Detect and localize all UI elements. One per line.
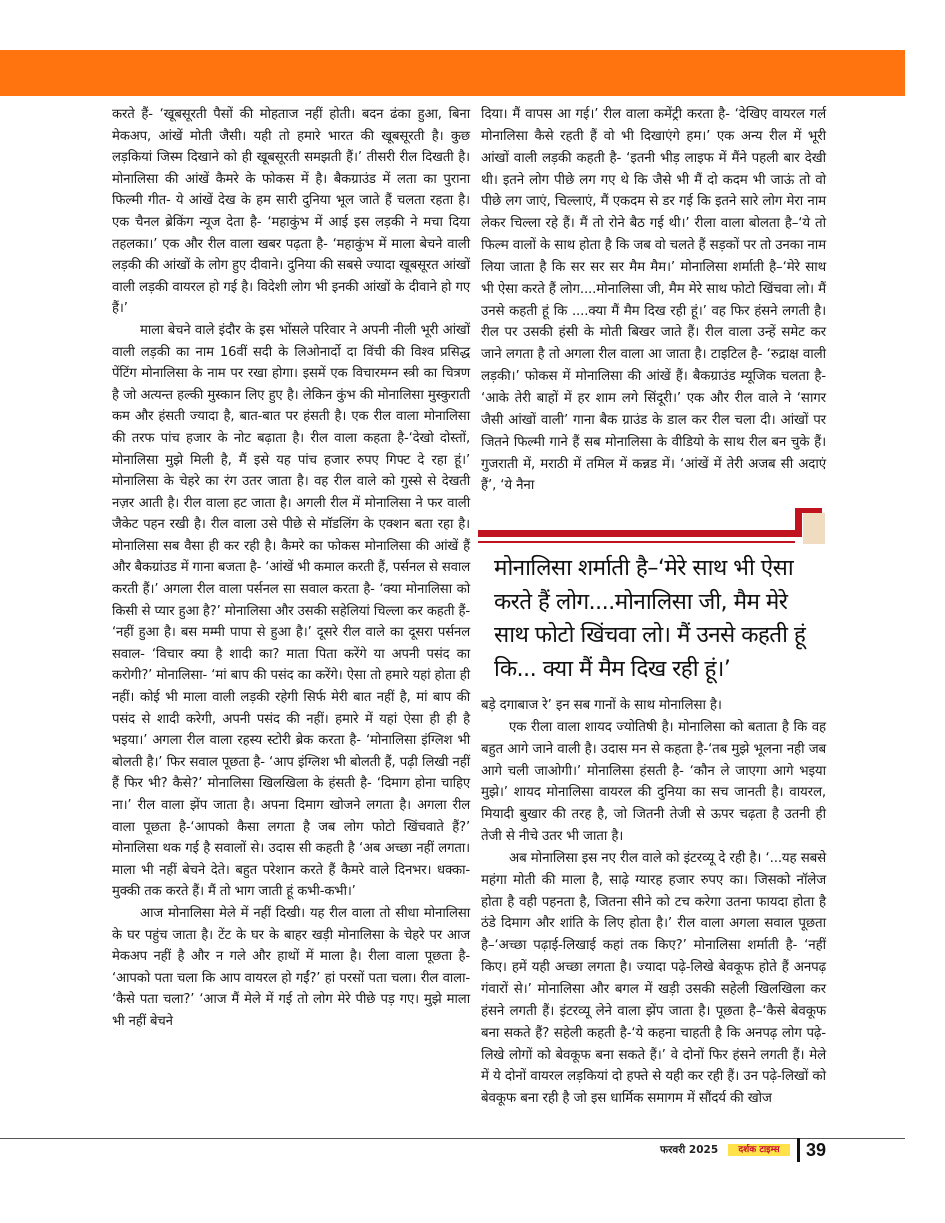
article-paragraph: माला बेचने वाले इंदौर के इस भोंसले परिवार ने अपनी नीली भूरी आंखों वाली लड़की का नाम 16वीं सदी के लिओनार्दो दा विंची की विश्व प्रसिद्ध पेंटिंग मोनालिसा के नाम पर रखा होगा। इसमें एक विचारमग्न स्त्री का चित्रण है जो अत्यन्त हल्की मुस्कान लिए हुए है। लेकिन कुंभ की मोनालिसा मुस्कुराती कम और हंसती ज्यादा है, बात-बात पर हंसती है। एक रील वाला मोनालिसा की तरफ पांच हजार के नोट बढ़ाता है। रील वाला कहता है-‘देखो दोस्तों, मोनालिसा मुझे मिली है, मैं इसे यह पांच हजार रुपए गिफ्ट दे रहा हूं।’ मोनालिसा के चेहरे का रंग उतर जाता है। वह रील वाले को गुस्से से देखती नज़र आती है। रील वाला हट जाता है। अगली रील में मोनालिसा ने फर वाली जैकेट पहन रखी है। रील वाला उसे पीछे से मॉडलिंग के एक्शन बता रहा है। मोनालिसा सब वैसा ही कर रही है। कैमरे का फोकस मोनालिसा की आंखें हैं और बैकग्रांउड में गाना बजता है- ‘आंखें भी कमाल करती हैं, पर्सनल से सवाल करती हैं।’ अगला रील वाला पर्सनल सा सवाल करता है- ‘क्या मोनालिसा को किसी से प्यार हुआ है?’ मोनालिसा और उसकी सहेलियां चिल्ला कर कहती हैं- ‘नहीं हुआ है। बस मम्मी पापा से हुआ है।’ दूसरे रील वाले का दूसरा पर्सनल सवाल- ‘विचार क्या है शादी का? माता पिता करेंगे या अपनी पसंद का करोगी?’ मोनालिसा- ‘मां बाप की पसंद का करेंगे। ऐसा तो हमारे यहां होता ही नहीं। कोई भी माला वाली लड़की रहेगी सिर्फ मेरी बात नहीं है, मां बाप की पसंद से शादी करेगी, अपनी पसंद की नहीं। हमारे में यहां ऐसा ही ही है भइया।’ अगला रील वाला रहस्य स्टोरी ब्रेक करता है- ‘मोनालिसा इंग्लिश भी बोलती है।’ फिर सवाल पूछता है- ‘आप इंग्लिश भी बोलती हैं, पढ़ी लिखी नहीं हैं फिर भी? कैसे?’ मोनालिसा खिलखिला के हंसती है- ‘दिमाग होना चाहिए ना।’ रील वाला झेंप जाता है। अपना दिमाग खोजने लगता है। अगला रील वाला पूछता है-‘आपको कैसा लगता है जब लोग फोटो खिंचवाते हैं?’ मोनालिसा थक गई है सवालों से। उदास सी कहती है ‘अब अच्छा नहीं लगता। माला भी नहीं बेचने देते। बहुत परेशान करते हैं कैमरे वाले दिनभर। धक्का-मुक्की तक करते हैं। मैं तो भाग जाती हूं कभी-कभी।’ bbox=[112, 322, 470, 900]
footer-rule bbox=[0, 1138, 905, 1139]
magazine-logo: दर्शक टाइम्स bbox=[728, 1144, 790, 1156]
article-column-right-top bbox=[481, 104, 826, 497]
header-color-band bbox=[0, 50, 905, 96]
issue-date: फरवरी 2025 bbox=[660, 1144, 719, 1156]
article-column-right-bottom bbox=[481, 695, 826, 1110]
article-paragraph: दिया। मैं वापस आ गई।’ रील वाला कमेंट्री करता है- ‘देखिए वायरल गर्ल मोनालिसा कैसे रहती हैं वो भी दिखाएंगे हम।’ एक अन्य रील में भूरी आंखों वाली लड़की कहती है- ‘इतनी भीड़ लाइफ में मैंने पहली बार देखी थी। इतने लोग पीछे लग गए थे कि जैसे भी मैं दो कदम भी जाऊं तो वो पीछे लग जाएं, चिल्लाएं, मैं एकदम से डर गई कि इतने सारे लोग मेरा नाम लेकर चिल्ला रहे हैं। मैं तो रोने बैठ गई थी।’ रीला वाला बोलता है–‘ये तो फिल्म वालों के साथ होता है कि जब वो चलते हैं सड़कों पर तो उनका नाम लिया जाता है कि सर सर सर मैम मैम।’ मोनालिसा शर्माती है–‘मेरे साथ भी ऐसा करते हैं लोग....मोनालिसा जी, मैम मेरे साथ फोटो खिंचवा लो। मैं उनसे कहती हूं कि ....क्या मैं मैम दिख रही हूं।’ वह फिर हंसने लगती है। रील पर उसकी हंसी के मोती बिखर जाते हैं। रील वाला उन्हें समेट कर जाने लगता है तो अगला रील वाला आ जाता है। टाइटिल है- ‘रुद्राक्ष वाली लड़की।’ फोकस में मोनालिसा की आंखें हैं। बैकग्राउंड म्यूजिक चलता है- ‘आके तेरी बाहों में हर शाम लगे सिंदूरी।’ एक और रील वाले ने ‘सागर जैसी आंखों वाली’ गाना बैक ग्राउंड के डाल कर रील चला दी। आंखों पर जितने फिल्मी गाने हैं सब मोनालिसा के वीडियो के साथ रील बन चुके हैं। गुजराती में, मराठी में तमिल में कन्नड में। ‘आंखें में तेरी अजब सी अदाएं हैं’, ‘ये नैना bbox=[481, 107, 826, 494]
article-paragraph: एक रीला वाला शायद ज्योतिषी है। मोनालिसा को बताता है कि वह बहुत आगे जाने वाली है। उदास मन से कहता है-‘तब मुझे भूलना नही जब आगे चली जाओगी।’ मोनालिसा हंसती है- ‘कौन ले जाएगा आगे भइया मुझे।’ शायद मोनालिसा वायरल की दुनिया का सच जानती है। वायरल, मियादी बुखार की तरह है, जो जितनी तेजी से ऊपर चढ़ता है उतनी ही तेजी से नीचे उतर भी जाता है। bbox=[481, 719, 826, 845]
footer-divider bbox=[797, 1138, 800, 1162]
article-column-left bbox=[112, 104, 470, 1033]
pull-quote: मोनालिसा शर्माती है–‘मेरे साथ भी ऐसा करते हैं लोग....मोनालिसा जी, मैम मेरे साथ फोटो खिंचवा लो। मैं उनसे कहती हूं कि... क्या मैं मैम दिख रही हूं।’ bbox=[494, 555, 806, 682]
article-paragraph: अब मोनालिसा इस नए रील वाले को इंटरव्यू दे रही है। ‘...यह सबसे महंगा मोती की माला है, साढ़े ग्यारह हजार रुपए का। जिसको नॉलेज होता है वही पहनता है, जितना सीने को टच करेगा उतना फायदा होता है ठंडे दिमाग और शांति के लिए होता है।’ रील वाला अगला सवाल पूछता है–‘अच्छा पढ़ाई-लिखाई कहां तक किए?’ मोनालिसा शर्माती है- ‘नहीं किए। हमें यही अच्छा लगता है। ज्यादा पढ़े-लिखे बेवकूफ होते हैं अनपढ़ गंवारों से।’ मोनालिसा और बगल में खड़ी उसकी सहेली खिलखिला कर हंसने लगती हैं। इंटरव्यू लेने वाला झेंप जाता है। पूछता है–‘कैसे बेवकूफ बना सकते हैं? सहेली कहती है-‘ये कहना चाहती है कि अनपढ़ लोग पढ़े-लिखे लोगों को बेवकूफ बना सकते हैं।’ वे दोनों फिर हंसने लगती हैं। मेले में ये दोनों वायरल लड़कियां दो हफ्ते से यही कर रही हैं। उन पढ़े-लिखों को बेवकूफ बना रही है जो इस धार्मिक समागम में सौंदर्य की खोज bbox=[481, 850, 826, 1107]
pull-quote-rule-thin bbox=[478, 541, 795, 543]
pull-quote-accent-box bbox=[803, 513, 825, 544]
page-number: 39 bbox=[806, 1140, 827, 1160]
article-paragraph: आज मोनालिसा मेले में नहीं दिखी। यह रील वाला तो सीधा मोनालिसा के घर पहुंच जाता है। टेंट के घर के बाहर खड़ी मोनालिसा के चेहरे पर आज मेकअप नहीं है और न गले और हाथों में माला है। रीला वाला पूछता है- ‘आपको पता चला कि आप वायरल हो गईं?’ हां परसों पता चला। रील वाला- ‘कैसे पता चला?’ ‘आज मैं मेले में गई तो लोग मेरे पीछे पड़ गए। मुझे माला भी नहीं बेचने bbox=[112, 905, 470, 1029]
article-paragraph: बड़े दगाबाज रे’ इन सब गानों के साथ मोनालिसा है। bbox=[481, 698, 722, 713]
article-paragraph: करते हैं- ‘खूबसूरती पैसों की मोहताज नहीं होती। बदन ढंका हुआ, बिना मेकअप, आंखें मोती जैसी। यही तो हमारे भारत की खूबसूरती है। कुछ लड़कियां जिस्म दिखाने को ही खूबसूरती समझती हैं।’ तीसरी रील दिखती है। मोनालिसा की आंखें कैमरे के फोकस में है। बैकग्राउंड में लता का पुराना फिल्मी गीत- ये आंखें देख के हम सारी दुनिया भूल जाते हैं चलता रहता है। एक चैनल ब्रेकिंग न्यूज देता है- ‘महाकुंभ में आई इस लड़की ने मचा दिया तहलका।’ एक और रील वाला खबर पढ़ता है- ‘महाकुंभ में माला बेचने वाली लड़की की आंखों के लोग हुए दीवाने। दुनिया की सबसे ज्यादा खूबसूरत आंखों वाली लड़की वायरल हो गई है। विदेशी लोग भी इनकी आंखों के दीवाने हो गए हैं।’ bbox=[112, 107, 470, 317]
pull-quote-rule-thick bbox=[478, 530, 795, 537]
